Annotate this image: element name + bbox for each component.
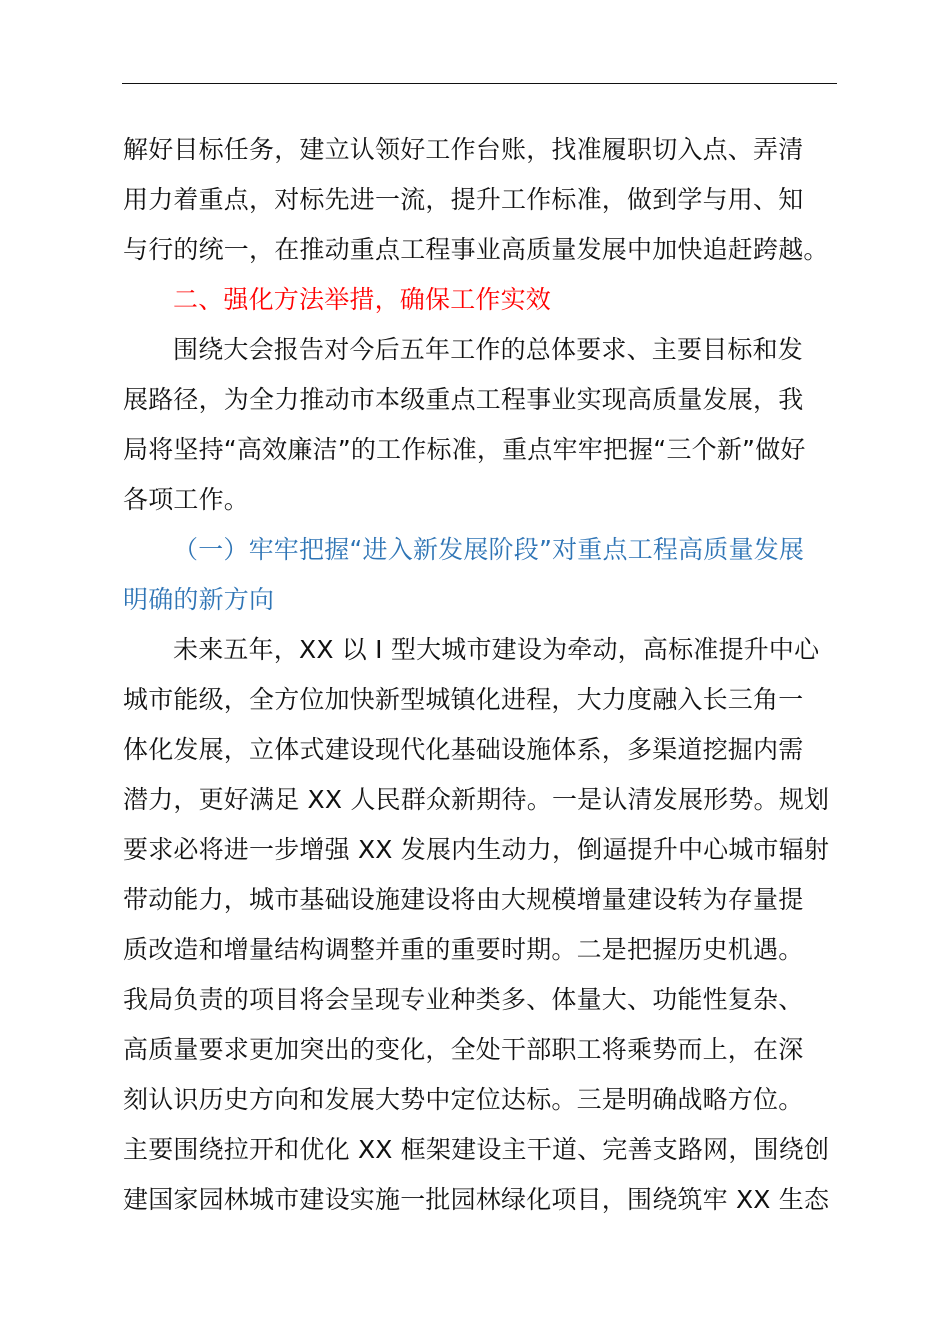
document-body: [123, 125, 837, 1225]
subsection-heading: （一）牢牢把握“进入新发展阶段”对重点工程高质量发展: [173, 535, 805, 564]
header-rule: [122, 83, 837, 84]
paragraph-line: 要求必将进一步增强 XX 发展内生动力，倒逼提升中心城市辐射: [123, 835, 830, 864]
paragraph-line: 围绕大会报告对今后五年工作的总体要求、主要目标和发: [173, 335, 804, 364]
paragraph-line: 未来五年，XX 以 I 型大城市建设为牵动，高标准提升中心: [173, 635, 820, 664]
paragraph-line: 刻认识历史方向和发展大势中定位达标。三是明确战略方位。: [123, 1085, 804, 1114]
paragraph-line: 潜力，更好满足 XX 人民群众新期待。一是认清发展形势。规划: [123, 785, 830, 814]
paragraph-line: 体化发展，立体式建设现代化基础设施体系，多渠道挖掘内需: [123, 735, 804, 764]
subsection-heading: 明确的新方向: [123, 585, 275, 614]
paragraph-line: 质改造和增量结构调整并重的重要时期。二是把握历史机遇。: [123, 935, 804, 964]
paragraph-line: 解好目标任务，建立认领好工作台账，找准履职切入点、弄清: [123, 135, 804, 164]
paragraph-line: 主要围绕拉开和优化 XX 框架建设主干道、完善支路网，围绕创: [123, 1135, 830, 1164]
paragraph-line: 高质量要求更加突出的变化，全处干部职工将乘势而上，在深: [123, 1035, 804, 1064]
paragraph-line: 局将坚持“高效廉洁”的工作标准，重点牢牢把握“三个新”做好: [123, 435, 806, 464]
paragraph-line: 用力着重点，对标先进一流，提升工作标准，做到学与用、知: [123, 185, 804, 214]
paragraph-line: 带动能力，城市基础设施建设将由大规模增量建设转为存量提: [123, 885, 804, 914]
paragraph-line: 与行的统一，在推动重点工程事业高质量发展中加快追赶跨越。: [123, 235, 829, 264]
paragraph-line: 城市能级，全方位加快新型城镇化进程，大力度融入长三角一: [123, 685, 804, 714]
paragraph-line: 展路径，为全力推动市本级重点工程事业实现高质量发展，我: [123, 385, 804, 414]
section-heading: 二、强化方法举措，确保工作实效: [173, 285, 552, 314]
paragraph-line: 各项工作。: [123, 485, 250, 514]
paragraph-line: 建国家园林城市建设实施一批园林绿化项目，围绕筑牢 XX 生态: [123, 1185, 830, 1214]
paragraph-line: 我局负责的项目将会呈现专业种类多、体量大、功能性复杂、: [123, 985, 804, 1014]
